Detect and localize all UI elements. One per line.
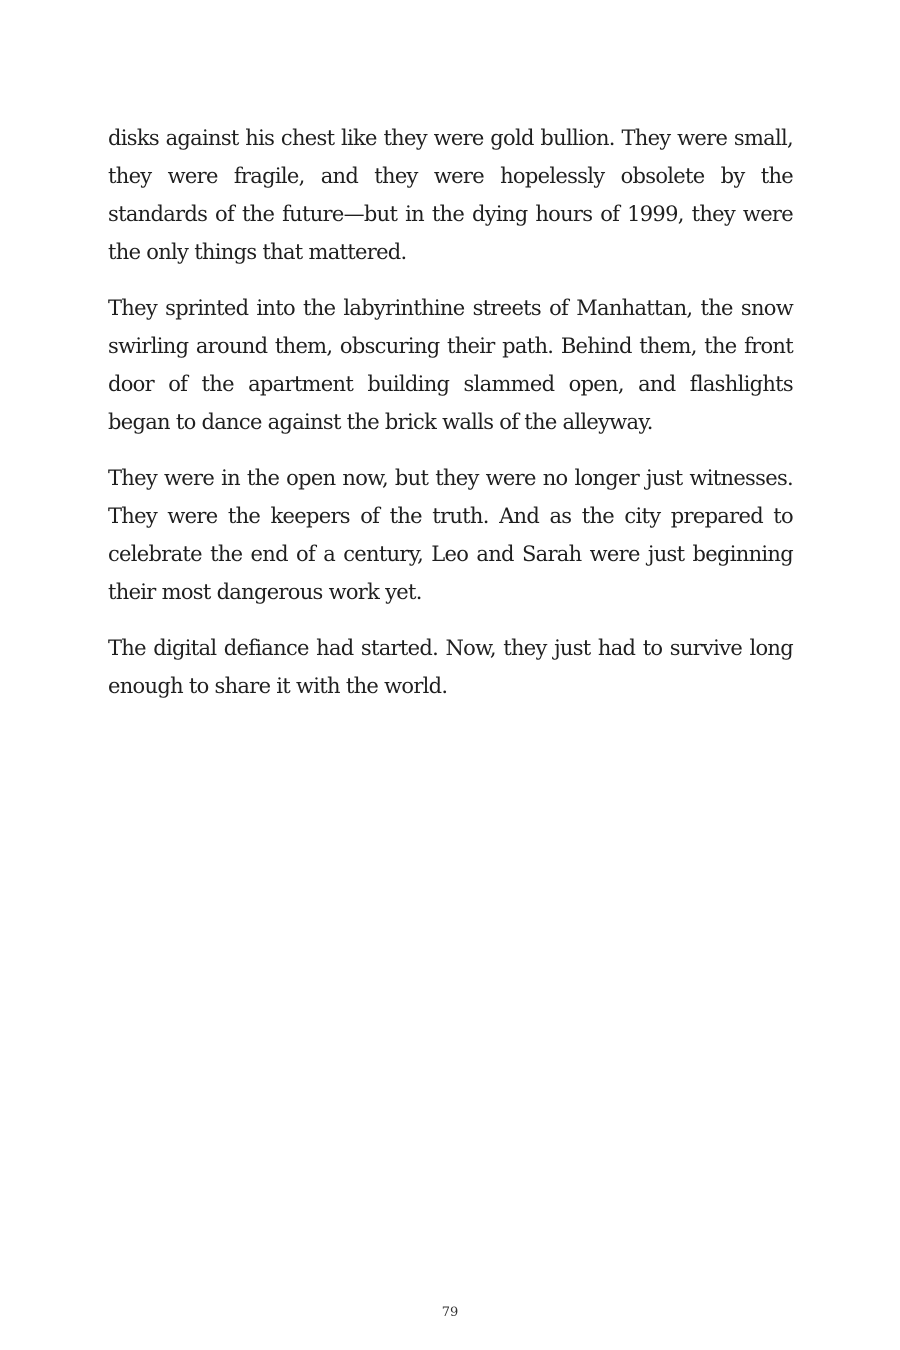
paragraph-3: They were in the open now, but they were no longer just witnesses. They were the keepers of the truth. And as the city prepared to celebrate the end of a century, Leo and Sarah were just beginning their most dangerous work yet. — [108, 466, 793, 604]
paragraph-4: The digital defiance had started. Now, they just had to survive long enough to share it with the world. — [108, 636, 793, 698]
paragraph-2: They sprinted into the labyrinthine streets of Manhattan, the snow swirling around them, obscuring their path. Behind them, the front door of the apartment building slammed open, and flashlights began to dance against the brick walls of the alleyway. — [108, 296, 793, 434]
page-number: 79 — [441, 1305, 459, 1320]
page-body-text — [108, 119, 793, 723]
paragraph-1: disks against his chest like they were gold bullion. They were small, they were fragile, and they were hopelessly obsolete by the standards of the future—but in the dying hours of 1999, they were the only things that mattered. — [108, 126, 793, 264]
